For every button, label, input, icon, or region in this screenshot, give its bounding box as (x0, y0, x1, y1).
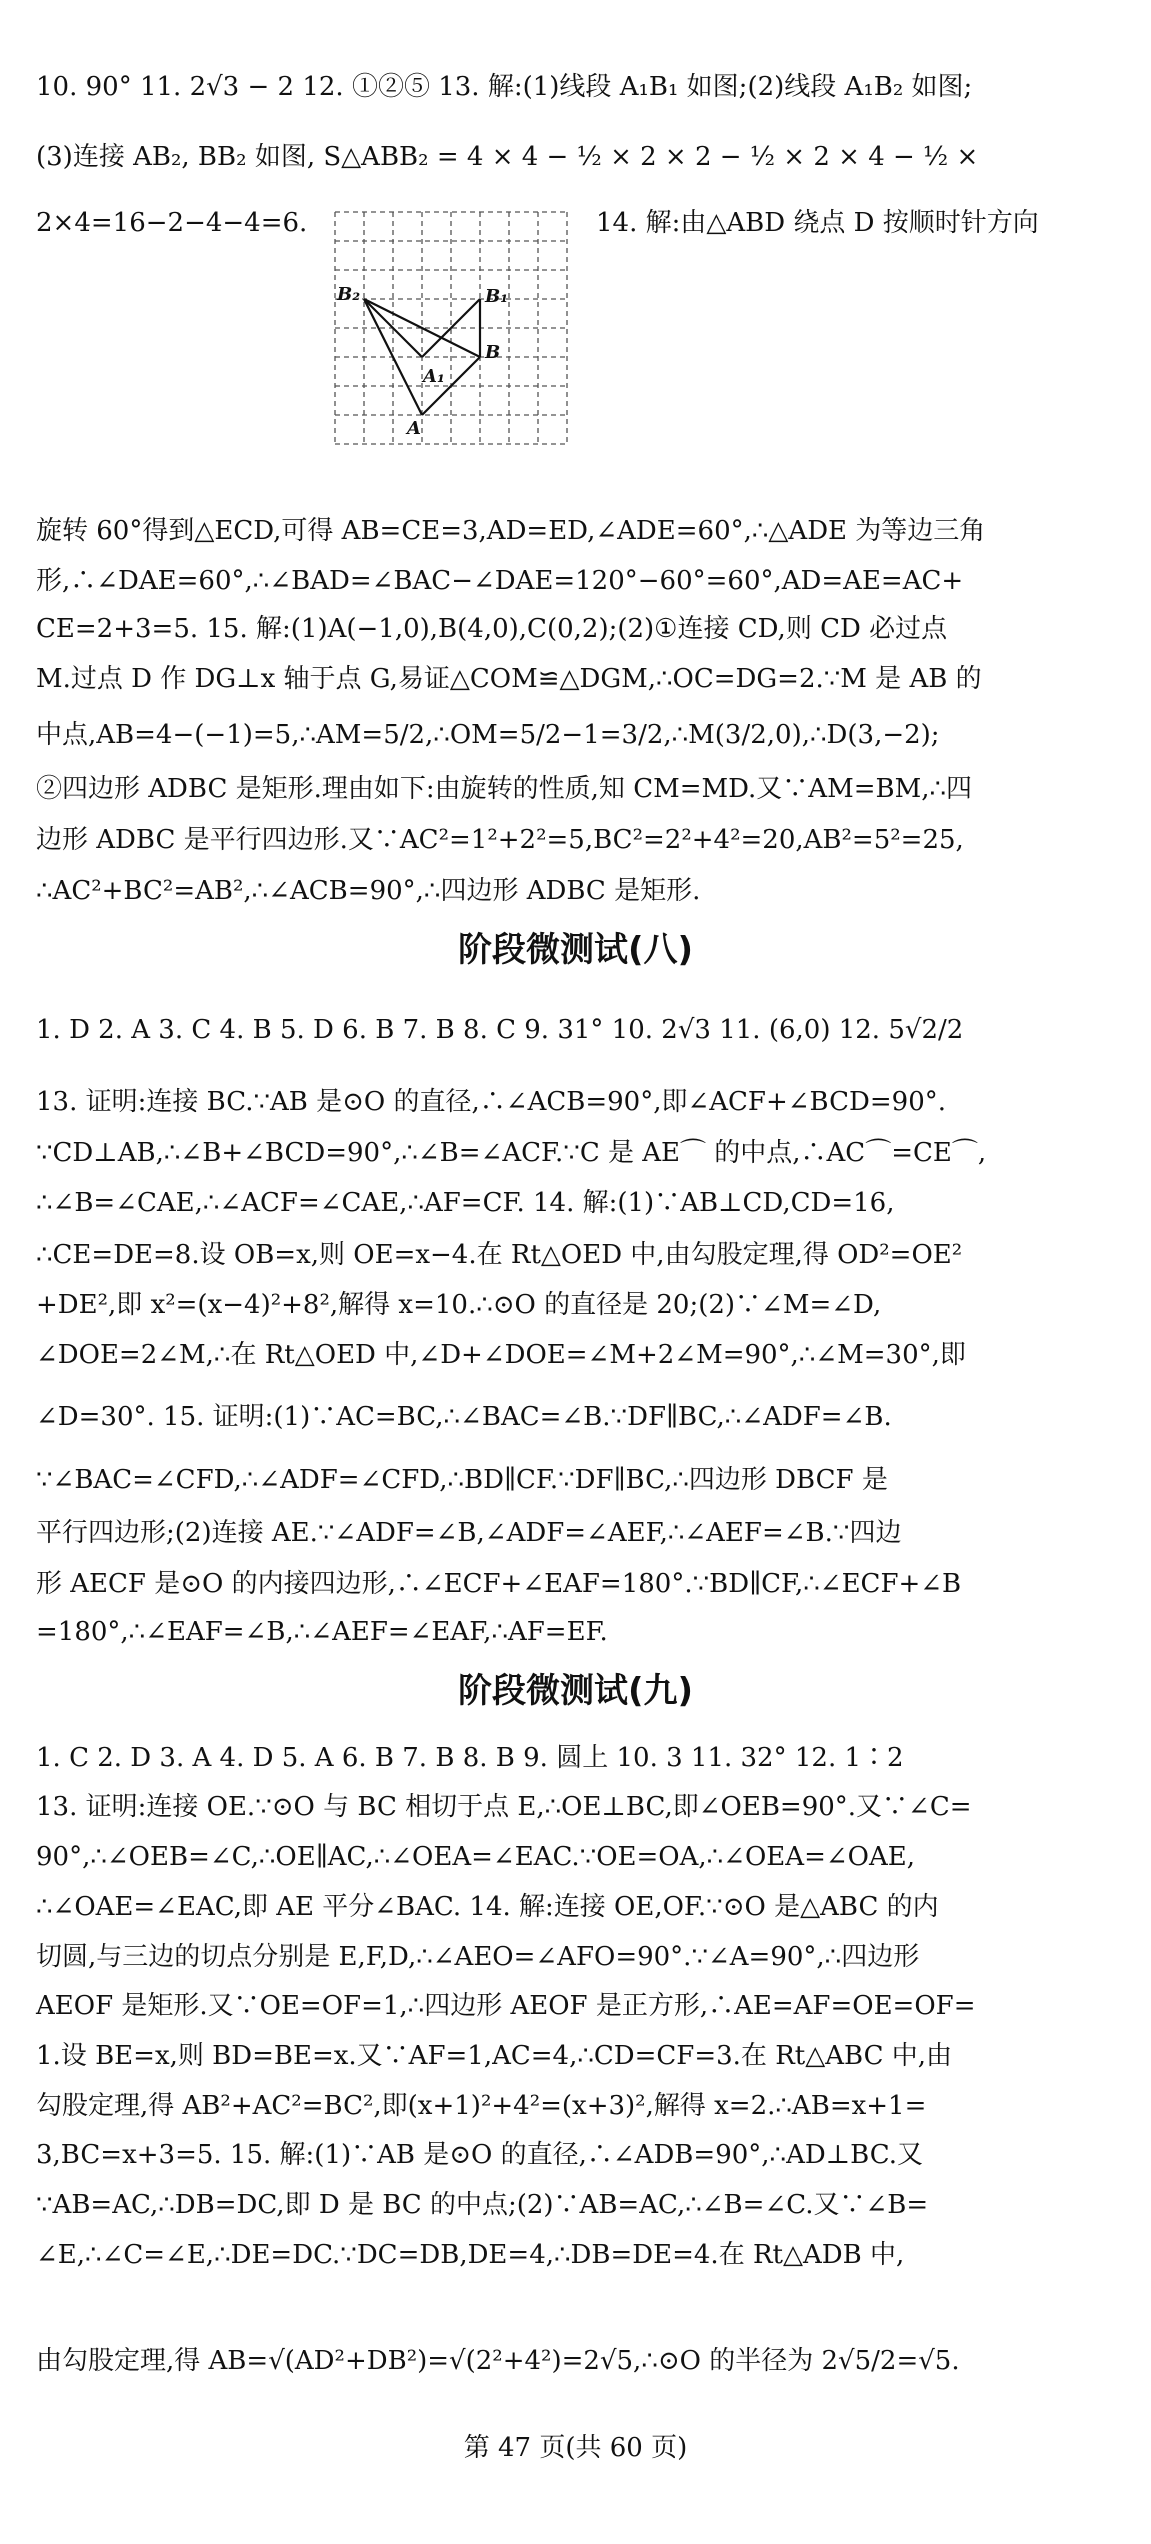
text-line: 14. 解:由△ABD 绕点 D 按顺时针方向 (596, 208, 1039, 238)
text-line: ∴∠OAE=∠EAC,即 AE 平分∠BAC. 14. 解:连接 OE,OF.∵⊙O 是△ABC 的内 (36, 1892, 939, 1922)
text-line: ∵AB=AC,∴DB=DC,即 D 是 BC 的中点;(2)∵AB=AC,∴∠B=∠C.又∵∠B= (36, 2190, 929, 2220)
text-line: 10. 90° 11. 2√3 − 2 12. ①②⑤ 13. 解:(1)线段 A₁B₁ 如图;(2)线段 A₁B₂ 如图; (36, 72, 973, 102)
text-line: 形 AECF 是⊙O 的内接四边形,∴∠ECF+∠EAF=180°.∵BD∥CF,∴∠ECF+∠B (36, 1569, 962, 1599)
text-line: +DE²,即 x²=(x−4)²+8²,解得 x=10.∴⊙O 的直径是 20;(2)∵∠M=∠D, (36, 1290, 882, 1320)
section-title: 阶段微测试(九) (457, 1671, 694, 1711)
rotation-grid-figure (333, 210, 569, 446)
label-b2: B₂ (337, 284, 361, 305)
text-line: 3,BC=x+3=5. 15. 解:(1)∵AB 是⊙O 的直径,∴∠ADB=90°,∴AD⊥BC.又 (36, 2140, 923, 2170)
text-line: ∠DOE=2∠M,∴在 Rt△OED 中,∠D+∠DOE=∠M+2∠M=90°,∴∠M=30°,即 (36, 1340, 966, 1370)
text-line: ∵∠BAC=∠CFD,∴∠ADF=∠CFD,∴BD∥CF.∵DF∥BC,∴四边形 DBCF 是 (36, 1465, 888, 1495)
text-line: 边形 ADBC 是平行四边形.又∵AC²=1²+2²=5,BC²=2²+4²=20,AB²=5²=25, (36, 825, 964, 855)
text-line: ∴∠B=∠CAE,∴∠ACF=∠CAE,∴AF=CF. 14. 解:(1)∵AB⊥CD,CD=16, (36, 1188, 895, 1218)
text-line: ②四边形 ADBC 是矩形.理由如下:由旋转的性质,知 CM=MD.又∵AM=BM,∴四 (36, 774, 973, 804)
text-line: M.过点 D 作 DG⊥x 轴于点 G,易证△COM≌△DGM,∴OC=DG=2.∵M 是 AB 的 (36, 664, 982, 694)
text-line: 平行四边形;(2)连接 AE.∵∠ADF=∠B,∠ADF=∠AEF,∴∠AEF=∠B.∵四边 (36, 1518, 902, 1548)
text-line: CE=2+3=5. 15. 解:(1)A(−1,0),B(4,0),C(0,2);(2)①连接 CD,则 CD 必过点 (36, 614, 948, 644)
section-title: 阶段微测试(八) (457, 930, 694, 970)
text-line: ∠E,∴∠C=∠E,∴DE=DC.∵DC=DB,DE=4,∴DB=DE=4.在 Rt△ADB 中, (36, 2240, 905, 2270)
text-line: 形,∴∠DAE=60°,∴∠BAD=∠BAC−∠DAE=120°−60°=60°,AD=AE=AC+ (36, 566, 964, 596)
text-line: 旋转 60°得到△ECD,可得 AB=CE=3,AD=ED,∠ADE=60°,∴△ADE 为等边三角 (36, 516, 986, 546)
text-line: 1. C 2. D 3. A 4. D 5. A 6. B 7. B 8. B 9. 圆上 10. 3 11. 32° 12. 1∶2 (36, 1743, 904, 1773)
text-line: 2×4=16−2−4−4=6. (36, 208, 308, 238)
text-line: =180°,∴∠EAF=∠B,∴∠AEF=∠EAF,∴AF=EF. (36, 1617, 608, 1647)
text-line: ∴CE=DE=8.设 OB=x,则 OE=x−4.在 Rt△OED 中,由勾股定理,得 OD²=OE² (36, 1240, 963, 1270)
text-line: 勾股定理,得 AB²+AC²=BC²,即(x+1)²+4²=(x+3)²,解得 x=2.∴AB=x+1= (36, 2091, 927, 2121)
text-line: 切圆,与三边的切点分别是 E,F,D,∴∠AEO=∠AFO=90°.∵∠A=90°,∴四边形 (36, 1942, 920, 1972)
text-line: 由勾股定理,得 AB=√(AD²+DB²)=√(2²+4²)=2√5,∴⊙O 的半径为 2√5/2=√5. (36, 2346, 960, 2376)
label-a1: A₁ (423, 366, 445, 387)
text-line: ∴AC²+BC²=AB²,∴∠ACB=90°,∴四边形 ADBC 是矩形. (36, 876, 701, 906)
page-number: 第 47 页(共 60 页) (463, 2433, 688, 2463)
text-line: 90°,∴∠OEB=∠C,∴OE∥AC,∴∠OEA=∠EAC.∵OE=OA,∴∠OEA=∠OAE, (36, 1842, 915, 1872)
label-b1: B₁ (485, 286, 509, 307)
text-line: (3)连接 AB₂, BB₂ 如图, S△ABB₂ = 4 × 4 − ½ × 2 × 2 − ½ × 2 × 4 − ½ × (36, 142, 979, 172)
text-line: 13. 证明:连接 BC.∵AB 是⊙O 的直径,∴∠ACB=90°,即∠ACF+∠BCD=90°. (36, 1087, 947, 1117)
text-line: 13. 证明:连接 OE.∵⊙O 与 BC 相切于点 E,∴OE⊥BC,即∠OEB=90°.又∵∠C= (36, 1792, 972, 1822)
text-line: 中点,AB=4−(−1)=5,∴AM=5/2,∴OM=5/2−1=3/2,∴M(3/2,0),∴D(3,−2); (36, 720, 940, 750)
label-b: B (485, 342, 501, 363)
text-line: ∠D=30°. 15. 证明:(1)∵AC=BC,∴∠BAC=∠B.∵DF∥BC,∴∠ADF=∠B. (36, 1402, 892, 1432)
label-a: A (407, 418, 421, 439)
text-line: ∵CD⊥AB,∴∠B+∠BCD=90°,∴∠B=∠ACF.∵C 是 AE⌒ 的中点,∴AC⌒=CE⌒, (36, 1138, 987, 1168)
text-line: 1. D 2. A 3. C 4. B 5. D 6. B 7. B 8. C 9. 31° 10. 2√3 11. (6,0) 12. 5√2/2 (36, 1015, 964, 1045)
text-line: 1.设 BE=x,则 BD=BE=x.又∵AF=1,AC=4,∴CD=CF=3.在 Rt△ABC 中,由 (36, 2041, 953, 2071)
text-line: AEOF 是矩形.又∵OE=OF=1,∴四边形 AEOF 是正方形,∴AE=AF=OE=OF= (36, 1991, 976, 2021)
